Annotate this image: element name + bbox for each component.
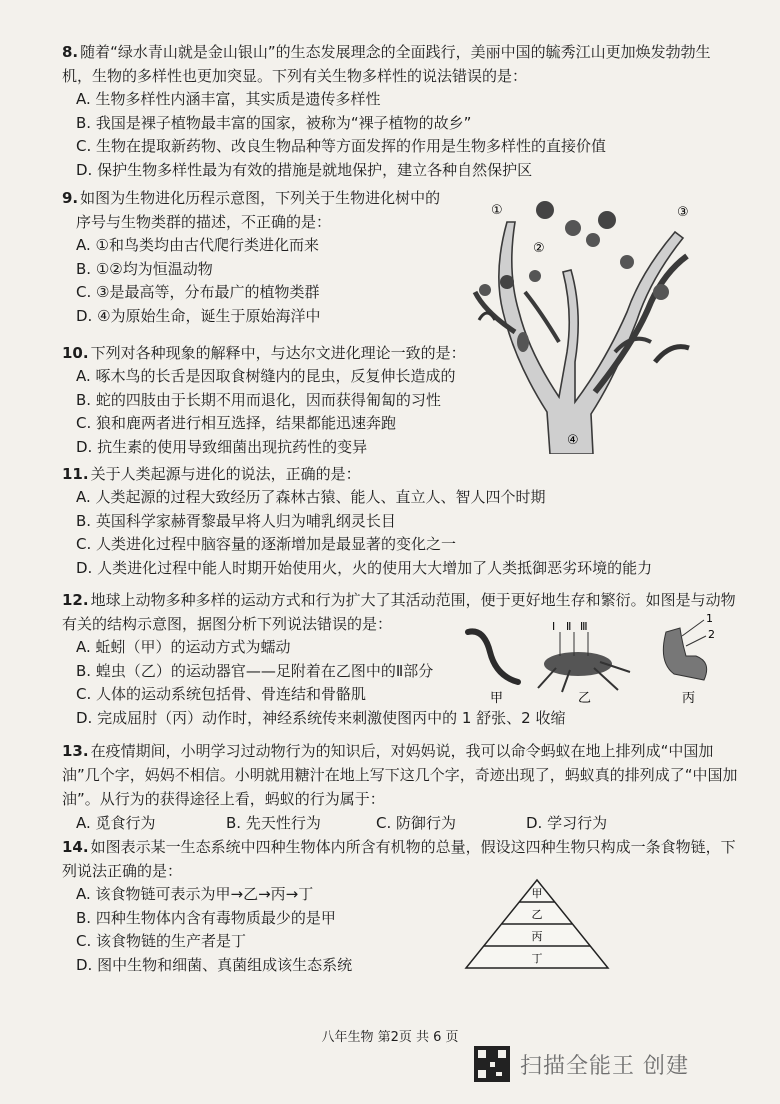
question-number: 12. bbox=[62, 591, 89, 609]
pyramid-level-1: 甲 bbox=[531, 887, 543, 900]
option-a: A. 该食物链可表示为甲→乙→丙→丁 bbox=[76, 885, 314, 903]
arm-label-1: 1 bbox=[706, 612, 713, 625]
earthworm-icon bbox=[468, 631, 518, 682]
tree-label-4: ④ bbox=[567, 433, 579, 448]
question-stem: 在疫情期间，小明学习过动物行为的知识后，对妈妈说，我可以命令蚂蚁在地上排列成“中国加油”几个字，妈妈不相信。小明就用糖汁在地上写下这几个字，奇迹出现了，蚂蚁真的排列成了“中国加油”。从行为的获得途径上看，蚂蚁的行为属于： bbox=[62, 742, 738, 808]
motion-structure-figure bbox=[460, 612, 722, 708]
option-b: B. 英国科学家赫胥黎最早将人归为哺乳纲灵长目 bbox=[76, 511, 396, 530]
page-footer: 八年生物 第2页 共 6 页 bbox=[321, 1030, 459, 1045]
option-c: C. 人体的运动系统包括骨、骨连结和骨骼肌 bbox=[76, 685, 367, 703]
frog-icon bbox=[500, 275, 514, 289]
question-8 bbox=[62, 40, 740, 182]
option-d: D. 完成屈肘（丙）动作时，神经系统传来刺激使图丙中的 1 舒张、2 收缩 bbox=[76, 708, 566, 727]
qr-code-icon bbox=[474, 1046, 510, 1082]
question-number: 13. bbox=[62, 742, 89, 760]
question-stem: 关于人类起源与进化的说法，正确的是： bbox=[90, 465, 361, 483]
question-stem: 地球上动物多种多样的运动方式和行为扩大了其活动范围，便于更好地生存和繁衍。如图是与动物有关的结构示意图，据图分析下列说法错误的是： bbox=[62, 591, 736, 633]
question-stem-line1: 如图为生物进化历程示意图，下列关于生物进化树中的 bbox=[80, 189, 441, 207]
option-c: C. ③是最高等，分布最广的植物类群 bbox=[76, 283, 320, 301]
question-9 bbox=[62, 186, 450, 328]
question-14 bbox=[62, 835, 740, 977]
locust-part-1: Ⅰ bbox=[552, 620, 556, 633]
option-b: B. 蝗虫（乙）的运动器官——足附着在乙图中的Ⅱ部分 bbox=[76, 661, 434, 680]
label-jia: 甲 bbox=[490, 691, 504, 706]
scanner-watermark bbox=[474, 1046, 689, 1082]
tree-label-3: ③ bbox=[677, 205, 689, 220]
option-a: A. 啄木鸟的长舌是因取食树缝内的昆虫，反复伸长造成的 bbox=[76, 367, 456, 385]
locust-part-3: Ⅲ bbox=[580, 620, 588, 633]
option-c: C. 生物在提取新药物、改良生物品种等方面发挥的作用是生物多样性的直接价值 bbox=[76, 137, 607, 155]
question-number: 11. bbox=[62, 465, 89, 483]
moss-icon bbox=[620, 255, 634, 269]
label-yi: 乙 bbox=[578, 691, 592, 706]
option-d: D. 抗生素的使用导致细菌出现抗药性的变异 bbox=[76, 437, 368, 456]
question-stem: 随着“绿水青山就是金山银山”的生态发展理念的全面践行，美丽中国的毓秀江山更加焕发勃勃生机，生物的多样性也更加突显。下列有关生物多样性的说法错误的是： bbox=[62, 43, 711, 85]
organic-matter-pyramid bbox=[462, 878, 612, 970]
option-d: D. 学习行为 bbox=[526, 814, 608, 832]
options-row bbox=[62, 811, 740, 835]
tree-label-2: ② bbox=[533, 241, 545, 256]
question-number: 14. bbox=[62, 838, 89, 856]
question-11 bbox=[62, 462, 740, 580]
locust-part-2: Ⅱ bbox=[566, 620, 572, 633]
option-a: A. 人类起源的过程大致经历了森林古猿、能人、直立人、智人四个时期 bbox=[76, 488, 546, 506]
option-c: C. 狼和鹿两者进行相互选择，结果都能迅速奔跑 bbox=[76, 414, 397, 432]
label-bing: 丙 bbox=[682, 691, 696, 706]
option-d: D. 人类进化过程中能人时期开始使用火，火的使用大大增加了人类抵御恶劣环境的能力 bbox=[76, 558, 653, 577]
option-a: A. 觅食行为 bbox=[76, 814, 156, 832]
arm-label-2: 2 bbox=[708, 628, 715, 641]
question-stem: 如图表示某一生态系统中四种生物体内所含有机物的总量，假设这四种生物只构成一条食物链，下列说法正确的是： bbox=[62, 838, 736, 880]
pyramid-level-4: 丁 bbox=[531, 952, 543, 965]
arm-icon bbox=[663, 620, 706, 680]
option-d: D. ④为原始生命，诞生于原始海洋中 bbox=[76, 306, 321, 325]
option-b: B. ①②均为恒温动物 bbox=[76, 259, 213, 278]
question-stem-line2: 序号与生物类群的描述，不正确的是： bbox=[76, 213, 332, 231]
option-a: A. ①和鸟类均由古代爬行类进化而来 bbox=[76, 236, 319, 254]
tree-label-1: ① bbox=[491, 203, 503, 218]
pyramid-level-3: 丙 bbox=[531, 930, 543, 943]
fern-icon bbox=[653, 284, 669, 300]
option-a: A. 蚯蚓（甲）的运动方式为蠕动 bbox=[76, 638, 291, 656]
question-10 bbox=[62, 341, 740, 459]
option-b: B. 先天性行为 bbox=[226, 814, 321, 832]
option-d: D. 图中生物和细菌、真菌组成该生态系统 bbox=[76, 955, 353, 974]
plant-icon bbox=[598, 211, 616, 229]
crab-icon bbox=[479, 284, 491, 296]
mammal-icon bbox=[565, 220, 581, 236]
option-a: A. 生物多样性内涵丰富，其实质是遗传多样性 bbox=[76, 90, 381, 108]
locust-icon bbox=[538, 632, 630, 692]
option-c: C. 防御行为 bbox=[376, 814, 457, 832]
option-c: C. 人类进化过程中脑容量的逐渐增加是最显著的变化之一 bbox=[76, 535, 457, 553]
option-d: D. 保护生物多样性最为有效的措施是就地保护，建立各种自然保护区 bbox=[76, 160, 533, 179]
option-b: B. 四种生物体内含有毒物质最少的是甲 bbox=[76, 908, 336, 927]
question-number: 9. bbox=[62, 189, 79, 207]
watermark-text: 扫描全能王 创建 bbox=[520, 1053, 689, 1079]
pyramid-level-2: 乙 bbox=[531, 908, 543, 921]
option-b: B. 我国是裸子植物最丰富的国家，被称为“裸子植物的故乡” bbox=[76, 113, 472, 132]
bird-icon bbox=[536, 201, 554, 219]
question-stem: 下列对各种现象的解释中，与达尔文进化理论一致的是： bbox=[90, 344, 466, 362]
option-c: C. 该食物链的生产者是丁 bbox=[76, 932, 247, 950]
option-b: B. 蛇的四肢由于长期不用而退化，因而获得匍匐的习性 bbox=[76, 390, 441, 409]
mammal-icon bbox=[586, 233, 600, 247]
question-number: 8. bbox=[62, 43, 79, 61]
question-13 bbox=[62, 739, 740, 835]
fish-icon bbox=[529, 270, 541, 282]
question-number: 10. bbox=[62, 344, 89, 362]
